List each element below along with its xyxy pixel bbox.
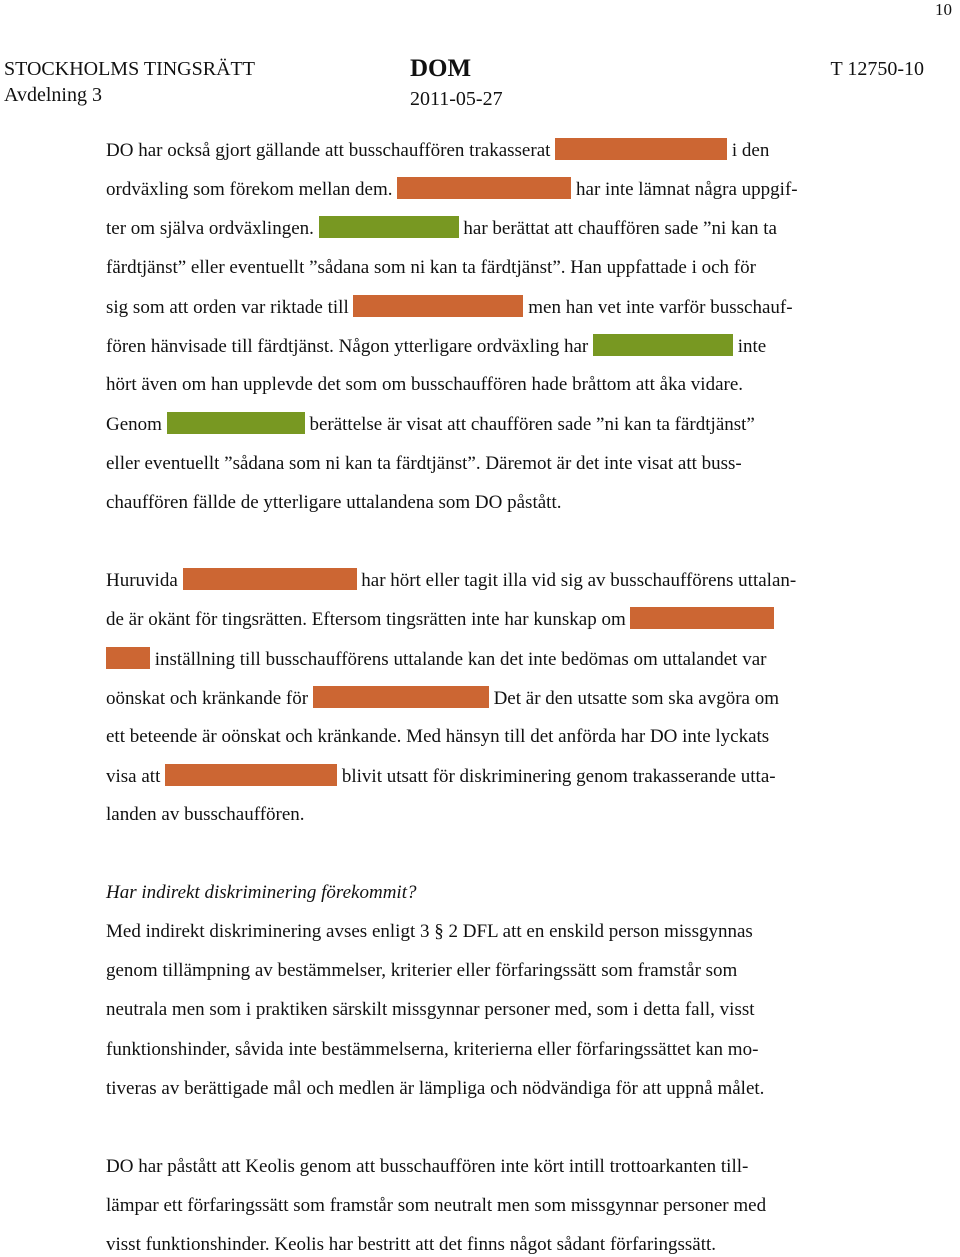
text-segment: har berättat att chauffören sade ”ni kan ta xyxy=(463,218,777,239)
redaction-orange xyxy=(397,177,571,199)
header-doc-block xyxy=(410,56,503,112)
text-segment: Genom xyxy=(106,414,162,435)
text-line: visst funktionshinder. Keolis har bestritt att det finns något sådant förfaringssätt. xyxy=(106,1234,717,1255)
text-line: Med indirekt diskriminering avses enligt 3 § 2 DFL att en enskild person missgynnas xyxy=(106,921,753,942)
text-line xyxy=(106,295,793,320)
section-heading: Har indirekt diskriminering förekommit? xyxy=(106,882,417,903)
text-segment: visa att xyxy=(106,766,161,787)
text-line xyxy=(106,334,766,359)
text-segment: berättelse är visat att chauffören sade ”ni kan ta färdtjänst” xyxy=(309,414,755,435)
text-line xyxy=(106,764,776,789)
text-line: lämpar ett förfaringssätt som framstår som neutralt men som missgynnar personer med xyxy=(106,1195,767,1216)
text-line: genom tillämpning av bestämmelser, kriterier eller förfaringssätt som framstår som xyxy=(106,960,738,981)
text-segment: inte xyxy=(737,336,767,357)
text-line xyxy=(106,216,777,241)
text-segment: Det är den utsatte som ska avgöra om xyxy=(493,688,780,709)
redaction-orange xyxy=(630,607,774,629)
text-segment: men han vet inte varför busschauf- xyxy=(528,297,793,318)
text-segment: blivit utsatt för diskriminering genom trakasserande utta- xyxy=(341,766,776,787)
text-segment: ordväxling som förekom mellan dem. xyxy=(106,179,393,200)
text-line: eller eventuellt ”sådana som ni kan ta färdtjänst”. Däremot är det inte visat att buss- xyxy=(106,453,742,474)
text-segment: Huruvida xyxy=(106,570,178,591)
text-line xyxy=(106,686,779,711)
text-line xyxy=(106,177,798,202)
text-segment: har hört eller tagit illa vid sig av busschaufförens uttalan- xyxy=(361,570,797,591)
text-line: färdtjänst” eller eventuellt ”sådana som ni kan ta färdtjänst”. Han uppfattade i och för xyxy=(106,257,756,278)
page-number: 10 xyxy=(935,0,952,19)
text-line: hört även om han upplevde det som om busschauffören hade bråttom att åka vidare. xyxy=(106,374,744,395)
text-line xyxy=(106,138,769,163)
text-segment: inställning till busschaufförens uttalande kan det inte bedömas om uttalandet var xyxy=(154,649,767,670)
text-line: funktionshinder, såvida inte bestämmelserna, kriterierna eller förfaringssättet kan mo- xyxy=(106,1039,759,1060)
redaction-orange xyxy=(183,568,357,590)
text-line xyxy=(106,647,766,672)
text-segment: sig som att orden var riktade till xyxy=(106,297,349,318)
text-segment: de är okänt för tingsrätten. Eftersom tingsrätten inte har kunskap om xyxy=(106,609,626,630)
text-line: landen av busschauffören. xyxy=(106,804,305,825)
doc-type: DOM xyxy=(410,55,472,82)
header-court-block xyxy=(4,56,255,108)
text-line xyxy=(106,412,755,437)
text-segment: ter om själva ordväxlingen. xyxy=(106,218,314,239)
text-line: chauffören fällde de ytterligare uttalandena som DO påstått. xyxy=(106,492,562,513)
redaction-orange xyxy=(353,295,523,317)
text-segment: DO har också gjort gällande att busschauffören trakasserat xyxy=(106,140,551,161)
redaction-green xyxy=(319,216,459,238)
redaction-green xyxy=(167,412,305,434)
text-line xyxy=(106,568,796,593)
doc-date: 2011-05-27 xyxy=(410,88,503,110)
text-line: tiveras av berättigade mål och medlen är lämpliga och nödvändiga för att uppnå målet. xyxy=(106,1078,765,1099)
text-segment: fören hänvisade till färdtjänst. Någon ytterligare ordväxling har xyxy=(106,336,589,357)
redaction-orange xyxy=(106,647,150,669)
text-segment: i den xyxy=(731,140,770,161)
redaction-orange xyxy=(165,764,337,786)
text-line: ett beteende är oönskat och kränkande. Med hänsyn till det anförda har DO inte lyckats xyxy=(106,726,770,747)
text-line: neutrala men som i praktiken särskilt missgynnar personer med, som i detta fall, visst xyxy=(106,999,755,1020)
case-number: T 12750-10 xyxy=(830,58,924,80)
court-name: STOCKHOLMS TINGSRÄTT xyxy=(4,58,255,80)
text-segment: har inte lämnat några uppgif- xyxy=(576,179,798,200)
text-line: DO har påstått att Keolis genom att busschauffören inte kört intill trottoarkanten till- xyxy=(106,1156,749,1177)
redaction-orange xyxy=(555,138,727,160)
text-segment: oönskat och kränkande för xyxy=(106,688,309,709)
redaction-green xyxy=(593,334,733,356)
redaction-orange xyxy=(313,686,489,708)
text-line xyxy=(106,607,774,632)
division-name: Avdelning 3 xyxy=(4,84,102,106)
